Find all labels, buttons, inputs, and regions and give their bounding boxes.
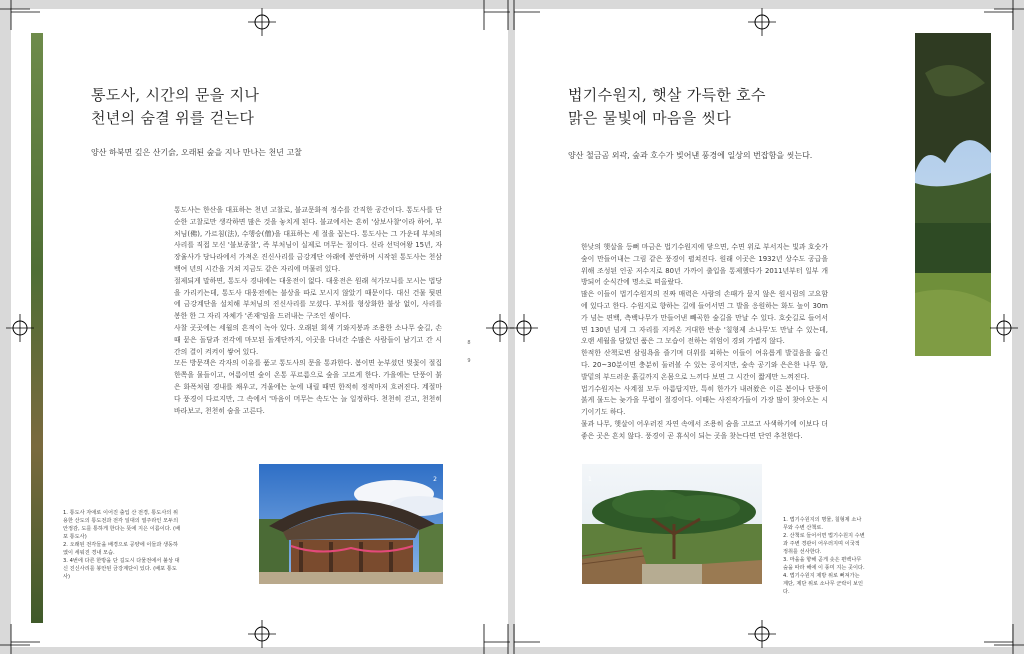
caption-item: 4. 법기수원지 제방 위로 뻐져가는 계단, 제단 위로 소나무 군락이 보인다. — [783, 573, 864, 595]
paragraph: 통도사는 한산을 대표하는 천년 고찰로, 불교문화적 정수를 간직한 공간이다. 통도사를 단순한 고찰로만 생각하면 많은 것을 놓치게 된다. 불교에서는 흔히 '삼보사찰'이라 하여, 부처님(佛), 가르침(法), 수행승(僧)을 대표하는 세 절을 꼽는다. 통도사는 그 가운데 부처의 사리를 직접 모신 '불보종찰', 즉 부처님이 실제로 머무는 절이다. 신라 선덕여왕 15년, 자장율사가 당나라에서 가져온 진신사리를 금강계단 아래에 봉안하며 시작된 통도사는 천삼백여 년의 시간을 거쳐 지금도 같은 자리에 머물러 있다. — [174, 206, 442, 273]
paragraph: 모든 방문객은 각자의 이유를 품고 통도사의 문을 통과한다. 봄이면 눈부셨던 벚꽃이 절집 한쪽을 물들이고, 여름이면 숲이 온통 푸르름으로 숲을 고르게 한다. 가을에는 단풍이 붉은 화폭처럼 경내를 채우고, 겨울에는 눈에 내릴 때면 한적히 정적마저 흐려진다. 계절마다 풍경이 다르지만, 그 속에서 '마음이 머무는 속도'는 늘 일정하다. 천천히 걷고, 천천히 바라보고, 천천히 숨을 고른다. — [174, 359, 442, 415]
caption-item: 3. 4번에 다른 한방을 단 길도시 다물전에서 불상 대신 진신사리를 봉안된 금강계단이 있다. (배포 통도사) — [63, 558, 180, 580]
caption-item: 3. 마을을 향해 곧게 솟은 편백나무 숲을 따라 해에 이 풍미 지는 곳이다. — [783, 557, 865, 571]
paragraph: 많은 이들이 법기수원지의 진짜 매력은 사람의 손때가 묻지 않은 원시림의 고요함에 있다고 한다. 수원지로 향하는 길에 들어서면 그 발을 응원하는 화도 높이 30m가 넘는 편백, 측백나무가 만들어낸 빼곡한 숲길을 만날 수 있다. 호숫길로 들어서면 130년 넘게 그 자리를 지켜온 거대한 반송 '칠형제 소나무'도 만날 수 있는데, 오랜 세월을 담았던 품은 그 모습이 전하는 위엄이 경외 가볍지 않다. — [581, 290, 828, 346]
paragraph: 법기수원지는 사계절 모두 아름답지만, 특히 한가가 내려왔은 이른 봄이나 단풍이 붉게 물드는 늦가을 무렵이 절경이다. 이때는 사진작가들이 가장 많이 찾아오는 시기이기도 하다. — [581, 384, 828, 417]
title-line: 천년의 숨결 위를 걷는다 — [91, 109, 255, 127]
title-line: 통도사, 시간의 문을 지나 — [91, 86, 260, 104]
paragraph: 한낮의 햇살을 등뼈 마금은 법기수원지에 닿으면, 수면 위로 부서지는 빛과 호숫가 숲이 만들어내는 그림 같은 풍경이 펼쳐진다. 원래 이곳은 1932년 상수도 공급을 위해 조성된 인공 저수지로 80년 가까이 출입을 통제했다가 2011년부터 일부 개방되어 순식간에 명소로 떠올랐다. — [581, 243, 828, 287]
left-subtitle: 양산 하북면 깊은 산기슭, 오래된 숲을 지나 만나는 천년 고찰 — [91, 148, 302, 157]
paragraph: 절제되게 말하면, 통도사 경내에는 대웅전이 없다. 대웅전은 원래 석가모니를 모시는 법당을 가리키는데, 통도사 대웅전에는 불상을 따로 모시지 않았기 때문이다. 대신 건물 뒷편에 금강계단을 설치해 부처님의 진신사리를 모셨다. 부처를 형상화한 불상 없이, 사리를 봉한 한 그 자리 자체가 '존재'임을 드러내는 구조인 셈이다. — [174, 276, 442, 321]
title-line: 맑은 물빛에 마음을 씻다 — [568, 109, 732, 127]
caption-item: 1. 통도사 자애로 이어진 출입 산 전경, 통도사의 위용한 산도의 통도전과 전각 일대의 열주라인 모두의 안정감, 도를 통하게 한다는 뜻에 지은 이름이다. (배포 통도사) — [63, 510, 181, 540]
image-number: 2 — [433, 476, 437, 483]
paragraph: 물과 나무, 햇살이 어우러진 자연 속에서 조용히 숨을 고르고 사색하기에 이보다 더 좋은 곳은 흔치 않다. 풍경이 곧 휴식이 되는 곳을 찾는다면 단연 추천한다. — [581, 419, 828, 440]
paragraph: 사찰 곳곳에는 세월의 흔적이 녹아 있다. 오래된 회색 기와지붕과 조용한 소나무 숲길, 손때 묻은 돌담과 전각에 마모된 돌계단까지, 이곳을 다녀간 수많은 사람들이 남기고 간 시간의 결이 켜켜이 쌓여 있다. — [174, 323, 442, 356]
caption-item: 2. 산책로 들어서면 법기수원지 수변과 주변 경관이 어우러지며 이국적 정취를 선사한다. — [783, 533, 865, 555]
image-number: 1 — [588, 476, 592, 483]
right-subtitle: 양산 철금곰 외곽, 숲과 호수가 빚어낸 풍경에 일상의 번잡함을 씻는다. — [568, 151, 813, 160]
page-number: 9 — [467, 358, 471, 364]
title-line: 법기수원지, 햇살 가득한 호수 — [568, 86, 766, 104]
page-number: 8 — [467, 340, 471, 346]
caption-item: 1. 법기수원지의 명물, 칠형제 소나무와 수변 산책로. — [783, 517, 862, 531]
paragraph: 한적한 산책로변 삼림욕을 즐기며 더위를 피하는 이들이 여유롭게 발걸음을 옮긴다. 20~30분이면 충분히 둘러볼 수 있는 공이지만, 숲속 공기와 은은한 나무 향, 발밑의 부드러운 흙길까지 온몸으로 느끼다 보면 그 시간이 짧게만 느껴진다. — [581, 349, 828, 381]
caption-item: 2. 오래된 전각들을 배경으로 공양에 이들과 생동하였이 세워진 경내 모습. — [63, 542, 179, 556]
